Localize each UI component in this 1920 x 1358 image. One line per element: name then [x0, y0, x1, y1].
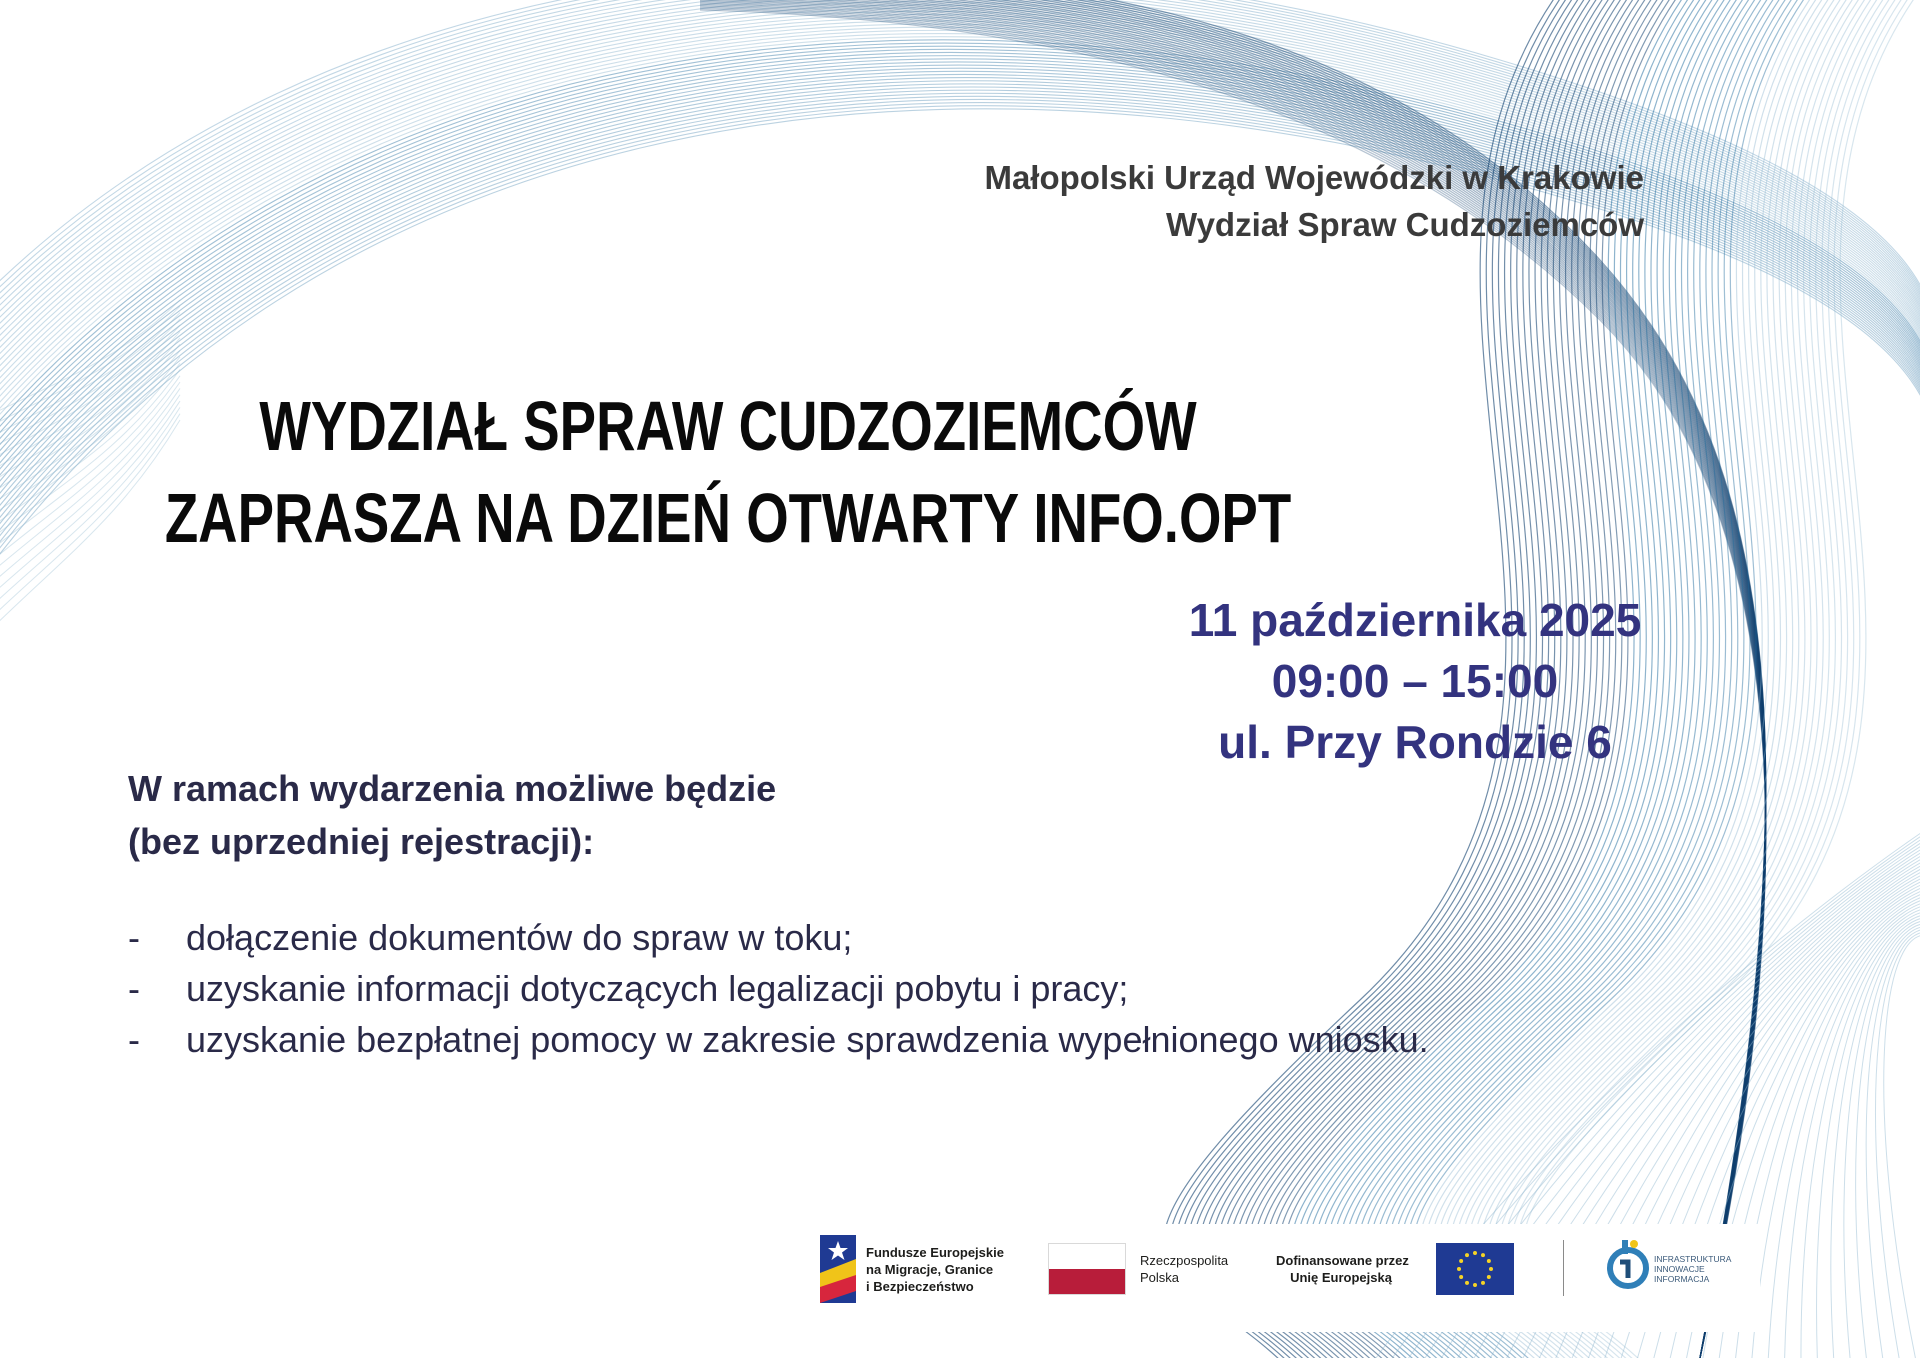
- list-item-text: uzyskanie informacji dotyczących legalizacji pobytu i pracy;: [186, 968, 1129, 1009]
- intro-text: [128, 762, 776, 868]
- organization-name: Małopolski Urząd Wojewódzki w Krakowie: [984, 159, 1644, 196]
- intro-line-1: W ramach wydarzenia możliwe będzie: [128, 768, 777, 809]
- iii-label-line-2: INNOWACJE: [1654, 1264, 1705, 1274]
- eu-label-line-2: Unię Europejską: [1290, 1270, 1392, 1285]
- list-item-text: uzyskanie bezpłatnej pomocy w zakresie sprawdzenia wypełnionego wniosku.: [186, 1019, 1429, 1060]
- fundusze-europejskie-logo-icon: [820, 1235, 856, 1303]
- eu-label: [1276, 1252, 1409, 1286]
- organization-header: [984, 154, 1644, 248]
- polish-flag-icon: [1048, 1243, 1126, 1295]
- bullet-marker: -: [128, 917, 140, 958]
- pl-label: [1140, 1252, 1228, 1286]
- fe-label-line-2: na Migracje, Granice: [866, 1262, 994, 1277]
- pl-label-line-2: Polska: [1140, 1270, 1180, 1285]
- event-address: ul. Przy Rondzie 6: [1218, 716, 1612, 768]
- fe-label: [866, 1244, 1004, 1295]
- department-name: Wydział Spraw Cudzoziemców: [1166, 206, 1644, 243]
- footer-divider: [1563, 1240, 1564, 1296]
- pl-label-line-1: Rzeczpospolita: [1140, 1253, 1229, 1268]
- bullet-marker: -: [128, 968, 140, 1009]
- iii-label-line-1: INFRASTRUKTURA: [1654, 1254, 1732, 1264]
- iii-label-line-3: INFORMACJA: [1654, 1274, 1710, 1284]
- intro-line-2: (bez uprzedniej rejestracji):: [128, 821, 595, 862]
- fe-label-line-3: i Bezpieczeństwo: [866, 1279, 974, 1294]
- fe-label-line-1: Fundusze Europejskie: [866, 1245, 1004, 1260]
- event-date: 11 października 2025: [1188, 594, 1642, 646]
- iii-logo-icon: [1606, 1238, 1650, 1294]
- list-item-text: dołączenie dokumentów do spraw w toku;: [186, 917, 853, 958]
- headline-line-1: WYDZIAŁ SPRAW CUDZOZIEMCÓW: [259, 387, 1197, 465]
- bullet-marker: -: [128, 1019, 140, 1060]
- event-details: [1095, 590, 1735, 773]
- eu-label-line-1: Dofinansowane przez: [1276, 1253, 1409, 1268]
- iii-label: [1654, 1254, 1731, 1284]
- headline: [160, 380, 1296, 564]
- headline-line-2: ZAPRASZA NA DZIEŃ OTWARTY INFO.OPT: [164, 479, 1292, 557]
- event-time: 09:00 – 15:00: [1271, 655, 1559, 707]
- eu-flag-icon: [1436, 1243, 1514, 1295]
- footer-logos: [808, 1224, 1760, 1332]
